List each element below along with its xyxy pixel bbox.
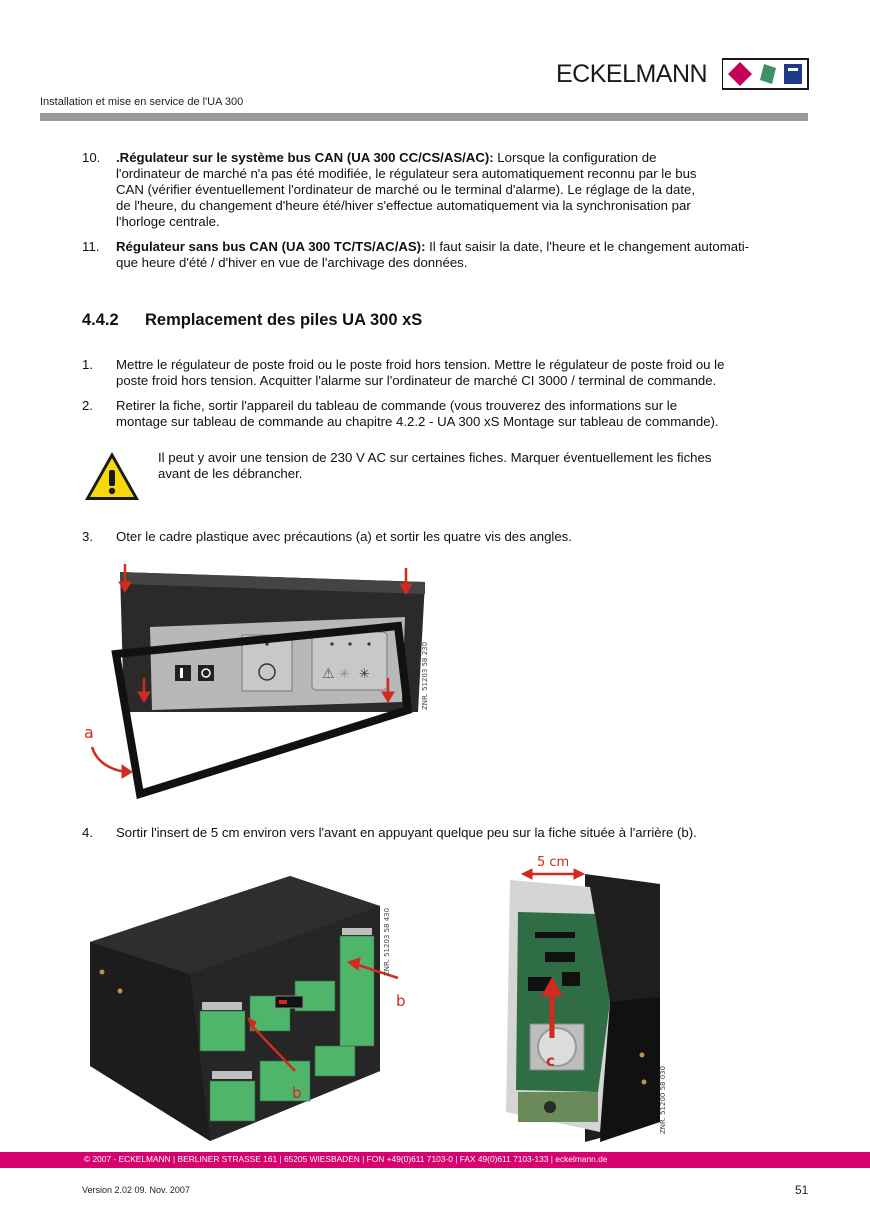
item-11-heading: Régulateur sans bus CAN (UA 300 TC/TS/AC/AS): — [116, 239, 426, 254]
znr-label: ZNR. 51203 58 230 — [421, 641, 429, 710]
label-b-bottom: b — [292, 1084, 302, 1102]
step-number: 3. — [82, 529, 93, 544]
znr-label: ZNR. 51200 58 030 — [659, 1065, 667, 1134]
figure-battery-insert — [490, 852, 670, 1142]
step-number: 1. — [82, 357, 93, 372]
svg-text:✳: ✳ — [339, 667, 350, 682]
label-a: a — [84, 723, 94, 742]
text-line: Mettre le régulateur de poste froid ou le poste froid hors tension. Mettre le régulateur de poste froid ou le — [116, 357, 725, 372]
header-title: Installation et mise en service de l'UA 300 — [40, 96, 244, 108]
text-line: Lorsque la configuration de — [493, 150, 657, 165]
warning-triangle-icon — [83, 450, 141, 502]
step-number: 2. — [82, 398, 93, 413]
label-b-right: b — [396, 992, 406, 1010]
text-line: l'ordinateur de marché n'a pas été modifiée, le régulateur sera automatiquement reconnu par le bus — [116, 166, 697, 181]
logo-squares-icon — [722, 58, 810, 90]
text-line: Retirer la fiche, sortir l'appareil du tableau de commande (vous trouverez des informations sur le — [116, 398, 678, 413]
text-line: Il peut y avoir une tension de 230 V AC sur certaines fiches. Marquer éventuellement les fiches — [158, 450, 712, 465]
warning-text — [158, 450, 818, 482]
item-10-text — [116, 150, 836, 230]
section-heading — [82, 311, 422, 330]
text-line: avant de les débrancher. — [158, 466, 303, 481]
figure-frame-removal — [80, 562, 440, 802]
label-c: c — [546, 1052, 555, 1070]
page-number: 51 — [795, 1183, 809, 1197]
footer-bar — [0, 1152, 870, 1168]
item-10-heading: .Régulateur sur le système bus CAN (UA 300 CC/CS/AS/AC): — [116, 150, 494, 165]
eckelmann-logo — [556, 58, 810, 90]
item-11-text — [116, 239, 836, 271]
step-1-text — [116, 357, 836, 389]
znr-label: ZNR. 51203 58 430 — [383, 907, 391, 976]
text-line: que heure d'été / d'hiver en vue de l'archivage des données. — [116, 255, 468, 270]
text-line: poste froid hors tension. Acquitter l'alarme sur l'ordinateur de marché CI 3000 / terminal de commande. — [116, 373, 717, 388]
svg-text:✳: ✳ — [359, 667, 370, 682]
header-rule — [40, 113, 808, 121]
step-2-text — [116, 398, 836, 430]
text-line: montage sur tableau de commande au chapitre 4.2.2 - UA 300 xS Montage sur tableau de commande). — [116, 414, 719, 429]
text-line: de l'heure, du changement d'heure été/hiver s'effectue automatiquement via la synchronisation par — [116, 198, 691, 213]
item-number: 11. — [82, 239, 100, 254]
text-line: Il faut saisir la date, l'heure et le changement automati- — [425, 239, 750, 254]
step-4-text — [116, 825, 836, 841]
section-number: 4.4.2 — [82, 311, 119, 329]
version-info: Version 2.02 09. Nov. 2007 — [82, 1185, 190, 1195]
text-line: CAN (vérifier éventuellement l'ordinateur de marché ou le terminal d'alarme). Le réglage de la date, — [116, 182, 695, 197]
label-5cm: 5 cm — [537, 855, 570, 870]
svg-text:⚠: ⚠ — [322, 666, 335, 682]
section-title: Remplacement des piles UA 300 xS — [145, 311, 423, 329]
logo-text: ECKELMANN — [556, 60, 708, 88]
footer-contact: © 2007 - ECKELMANN | BERLINER STRASSE 161 | 65205 WIESBADEN | FON +49(0)611 7103-0 | FAX 49(0)611 7103-133 | eckelmann.de — [84, 1154, 608, 1164]
text-line: l'horloge centrale. — [116, 214, 220, 229]
figure-rear-connectors — [80, 866, 420, 1146]
step-3-text — [116, 529, 836, 545]
step-number: 4. — [82, 825, 93, 840]
text-line: Sortir l'insert de 5 cm environ vers l'avant en appuyant quelque peu sur la fiche située à l'arrière (b). — [116, 825, 697, 840]
item-number: 10. — [82, 150, 101, 165]
text-line: Oter le cadre plastique avec précautions (a) et sortir les quatre vis des angles. — [116, 529, 572, 544]
